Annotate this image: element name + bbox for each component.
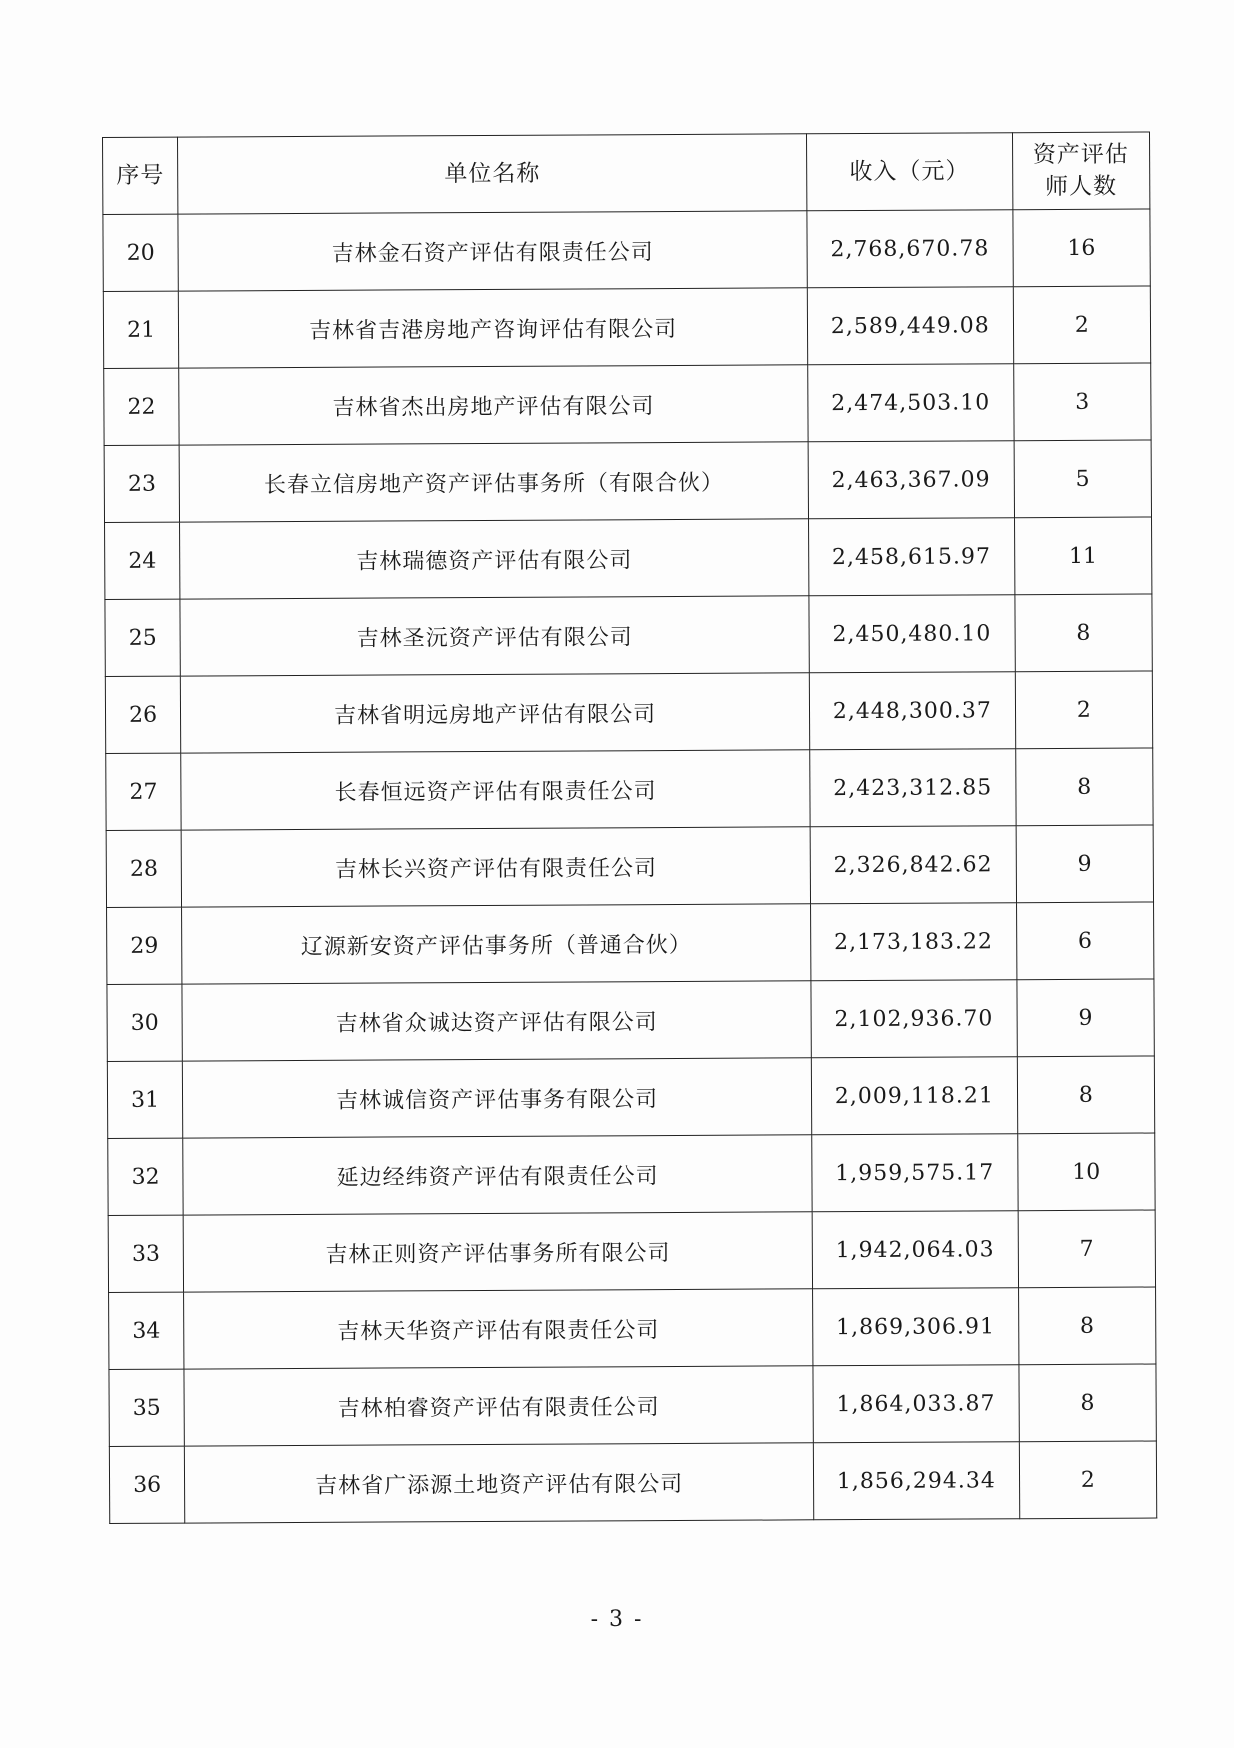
cell-appraiser-count: 8 — [1019, 1364, 1157, 1442]
cell-income: 1,942,064.03 — [812, 1211, 1018, 1289]
cell-no: 26 — [105, 676, 181, 753]
cell-income: 1,856,294.34 — [813, 1442, 1019, 1520]
cell-no: 25 — [105, 599, 181, 676]
table-row — [109, 1441, 1156, 1523]
cell-income: 1,959,575.17 — [812, 1134, 1018, 1212]
cell-company-name: 吉林正则资产评估事务所有限公司 — [183, 1212, 812, 1292]
table-row — [103, 286, 1150, 368]
cell-no: 31 — [107, 1061, 183, 1138]
cell-company-name: 吉林柏睿资产评估有限责任公司 — [184, 1366, 813, 1446]
cell-appraiser-count: 8 — [1014, 594, 1152, 672]
cell-appraiser-count: 8 — [1018, 1287, 1156, 1365]
table-row — [105, 517, 1152, 599]
cell-income: 2,463,367.09 — [808, 441, 1014, 519]
cell-income: 2,448,300.37 — [809, 672, 1015, 750]
cell-no: 36 — [109, 1446, 185, 1523]
cell-income: 2,589,449.08 — [807, 287, 1013, 365]
table-row — [106, 825, 1153, 907]
table-row — [109, 1364, 1156, 1446]
cell-appraiser-count: 11 — [1014, 517, 1152, 595]
cell-company-name: 吉林长兴资产评估有限责任公司 — [181, 827, 810, 907]
header-income: 收入（元） — [806, 133, 1012, 211]
cell-income: 2,423,312.85 — [810, 749, 1016, 827]
cell-company-name: 吉林省众诚达资产评估有限公司 — [182, 981, 811, 1061]
cell-appraiser-count: 9 — [1017, 979, 1155, 1057]
cell-income: 2,009,118.21 — [811, 1057, 1017, 1135]
header-count-line1: 资产评估 — [1032, 141, 1129, 169]
cell-income: 2,450,480.10 — [809, 595, 1015, 673]
table-row — [105, 594, 1152, 676]
table-row — [107, 1056, 1154, 1138]
cell-no: 22 — [104, 368, 180, 445]
table-row — [104, 363, 1151, 445]
cell-company-name: 吉林天华资产评估有限责任公司 — [184, 1289, 813, 1369]
cell-company-name: 吉林省杰出房地产评估有限公司 — [179, 365, 808, 445]
cell-no: 24 — [105, 522, 181, 599]
cell-company-name: 吉林诚信资产评估事务有限公司 — [183, 1058, 812, 1138]
cell-company-name: 长春立信房地产资产评估事务所（有限合伙） — [179, 442, 808, 522]
cell-no: 30 — [107, 984, 183, 1061]
cell-appraiser-count: 10 — [1017, 1133, 1155, 1211]
cell-no: 29 — [107, 907, 183, 984]
cell-income: 2,173,183.22 — [811, 903, 1017, 981]
table-row — [107, 979, 1154, 1061]
cell-appraiser-count: 2 — [1019, 1441, 1157, 1519]
cell-no: 21 — [103, 291, 179, 368]
table-row — [108, 1210, 1155, 1292]
table-row — [105, 671, 1152, 753]
table-body — [103, 209, 1157, 1523]
table-header-row — [103, 132, 1150, 214]
cell-appraiser-count: 2 — [1013, 286, 1151, 364]
cell-appraiser-count: 16 — [1012, 209, 1150, 287]
cell-income: 2,458,615.97 — [809, 518, 1015, 596]
table-row — [103, 209, 1150, 291]
table-row — [106, 748, 1153, 830]
cell-no: 32 — [108, 1138, 184, 1215]
cell-income: 2,326,842.62 — [810, 826, 1016, 904]
cell-company-name: 吉林省吉港房地产咨询评估有限公司 — [179, 288, 808, 368]
page-number: - 3 - — [590, 1607, 644, 1632]
cell-no: 28 — [106, 830, 182, 907]
header-name: 单位名称 — [178, 134, 807, 214]
cell-company-name: 吉林圣沅资产评估有限公司 — [180, 596, 809, 676]
cell-income: 2,102,936.70 — [811, 980, 1017, 1058]
table-row — [107, 902, 1154, 984]
header-no: 序号 — [103, 137, 179, 214]
cell-no: 34 — [109, 1292, 185, 1369]
table-row — [109, 1287, 1156, 1369]
cell-company-name: 吉林瑞德资产评估有限公司 — [180, 519, 809, 599]
cell-appraiser-count: 7 — [1018, 1210, 1156, 1288]
cell-appraiser-count: 8 — [1015, 748, 1153, 826]
cell-no: 20 — [103, 214, 179, 291]
cell-company-name: 辽源新安资产评估事务所（普通合伙） — [182, 904, 811, 984]
cell-appraiser-count: 2 — [1015, 671, 1153, 749]
cell-no: 35 — [109, 1369, 185, 1446]
header-count-line2: 师人数 — [1044, 173, 1118, 201]
cell-no: 23 — [104, 445, 180, 522]
cell-income: 2,474,503.10 — [808, 364, 1014, 442]
cell-income: 1,864,033.87 — [813, 1365, 1019, 1443]
cell-company-name: 吉林省明远房地产评估有限公司 — [181, 673, 810, 753]
cell-no: 27 — [106, 753, 182, 830]
header-appraiser-count — [1012, 132, 1150, 210]
income-ranking-table — [102, 132, 1157, 1524]
cell-appraiser-count: 3 — [1013, 363, 1151, 441]
cell-company-name: 延边经纬资产评估有限责任公司 — [183, 1135, 812, 1215]
cell-appraiser-count: 6 — [1016, 902, 1154, 980]
cell-company-name: 吉林金石资产评估有限责任公司 — [178, 211, 807, 291]
cell-income: 1,869,306.91 — [813, 1288, 1019, 1366]
cell-appraiser-count: 9 — [1016, 825, 1154, 903]
cell-income: 2,768,670.78 — [807, 210, 1013, 288]
cell-company-name: 长春恒远资产评估有限责任公司 — [181, 750, 810, 830]
table-row — [108, 1133, 1155, 1215]
table-row — [104, 440, 1151, 522]
cell-appraiser-count: 8 — [1017, 1056, 1155, 1134]
cell-company-name: 吉林省广添源土地资产评估有限公司 — [185, 1443, 814, 1523]
cell-appraiser-count: 5 — [1014, 440, 1152, 518]
cell-no: 33 — [108, 1215, 184, 1292]
